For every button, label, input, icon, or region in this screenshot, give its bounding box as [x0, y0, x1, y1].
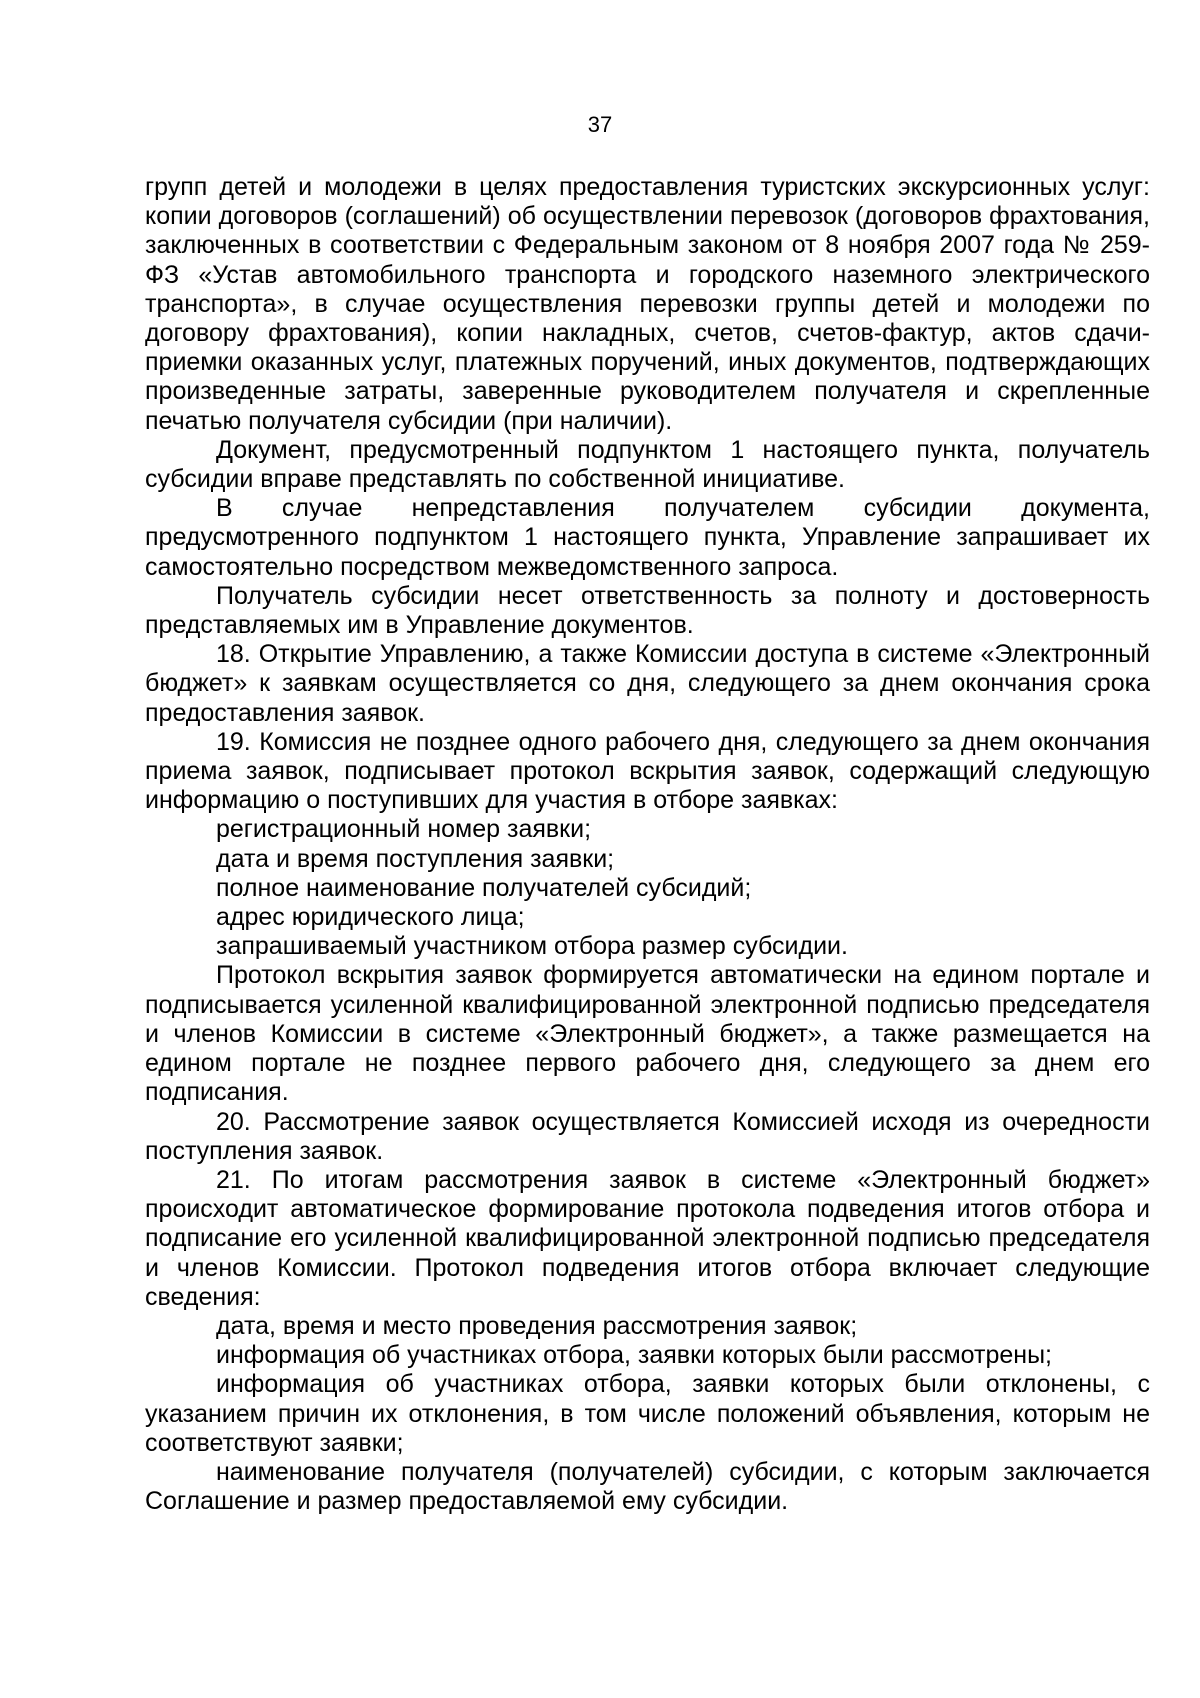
list-item-registration-number: регистрационный номер заявки;	[216, 815, 592, 844]
paragraph-item-21: 21. По итогам рассмотрения заявок в системе «Электронный бюджет» происходит автоматическое формирование протокола подведения итогов отбора и подписание его усиленной квалифицированной электронной подписью председателя и членов Комиссии. Протокол подведения итогов отбора включает следующие сведения:	[145, 1165, 1150, 1311]
page-number: 37	[587, 112, 613, 137]
list-item-rejected-participants: информация об участниках отбора, заявки которых были отклонены, с указанием причин их отклонения, в том числе положений объявления, которым не соответствуют заявки;	[145, 1370, 1150, 1457]
paragraph-interagency-request: В случае непредставления получателем субсидии документа, предусмотренного подпунктом 1 настоящего пункта, Управление запрашивает их самостоятельно посредством межведомственного запроса.	[145, 494, 1150, 581]
paragraph-document-initiative: Документ, предусмотренный подпунктом 1 настоящего пункта, получатель субсидии вправе представлять по собственной инициативе.	[145, 435, 1150, 494]
list-item-requested-subsidy-amount: запрашиваемый участником отбора размер субсидии.	[216, 932, 848, 961]
list-item-legal-address: адрес юридического лица;	[216, 903, 525, 932]
paragraph-item-20: 20. Рассмотрение заявок осуществляется Комиссией исходя из очередности поступления заявок.	[145, 1107, 1150, 1165]
paragraph-continuation: групп детей и молодежи в целях предоставления туристских экскурсионных услуг: копии договоров (соглашений) об осуществлении перевозок (договоров фрахтования, заключенных в соответствии с Федеральным законом от 8 ноября 2007 года № 259-ФЗ «Устав автомобильного транспорта и городского наземного электрического транспорта», в случае осуществления перевозки группы детей и молодежи по договору фрахтования), копии накладных, счетов, счетов-фактур, актов сдачи-приемки оказанных услуг, платежных поручений, иных документов, подтверждающих произведенные затраты, заверенные руководителем получателя и скрепленные печатью получателя субсидии (при наличии).	[145, 173, 1150, 435]
paragraph-item-18: 18. Открытие Управлению, а также Комиссии доступа в системе «Электронный бюджет» к заявкам осуществляется со дня, следующего за днем окончания срока предоставления заявок.	[145, 640, 1150, 727]
paragraph-item-19: 19. Комиссия не позднее одного рабочего дня, следующего за днем окончания приема заявок, подписывает протокол вскрытия заявок, содержащий следующую информацию о поступивших для участия в отборе заявках:	[145, 727, 1150, 815]
paragraph-opening-protocol: Протокол вскрытия заявок формируется автоматически на едином портале и подписывается усиленной квалифицированной электронной подписью председателя и членов Комиссии в системе «Электронный бюджет», а также размещается на едином портале не позднее первого рабочего дня, следующего за днем его подписания.	[145, 961, 1150, 1107]
paragraph-recipient-responsibility: Получатель субсидии несет ответственность за полноту и достоверность представляемых им в Управление документов.	[145, 581, 1150, 640]
document-body	[145, 173, 1150, 1516]
list-item-subsidy-recipient: наименование получателя (получателей) субсидии, с которым заключается Соглашение и размер предоставляемой ему субсидии.	[145, 1457, 1150, 1516]
list-item-review-date-place: дата, время и место проведения рассмотрения заявок;	[216, 1311, 858, 1340]
list-item-receipt-date-time: дата и время поступления заявки;	[216, 844, 615, 873]
list-item-reviewed-participants: информация об участниках отбора, заявки которых были рассмотрены;	[216, 1341, 1052, 1370]
list-item-recipient-full-name: полное наименование получателей субсидий;	[216, 873, 752, 902]
